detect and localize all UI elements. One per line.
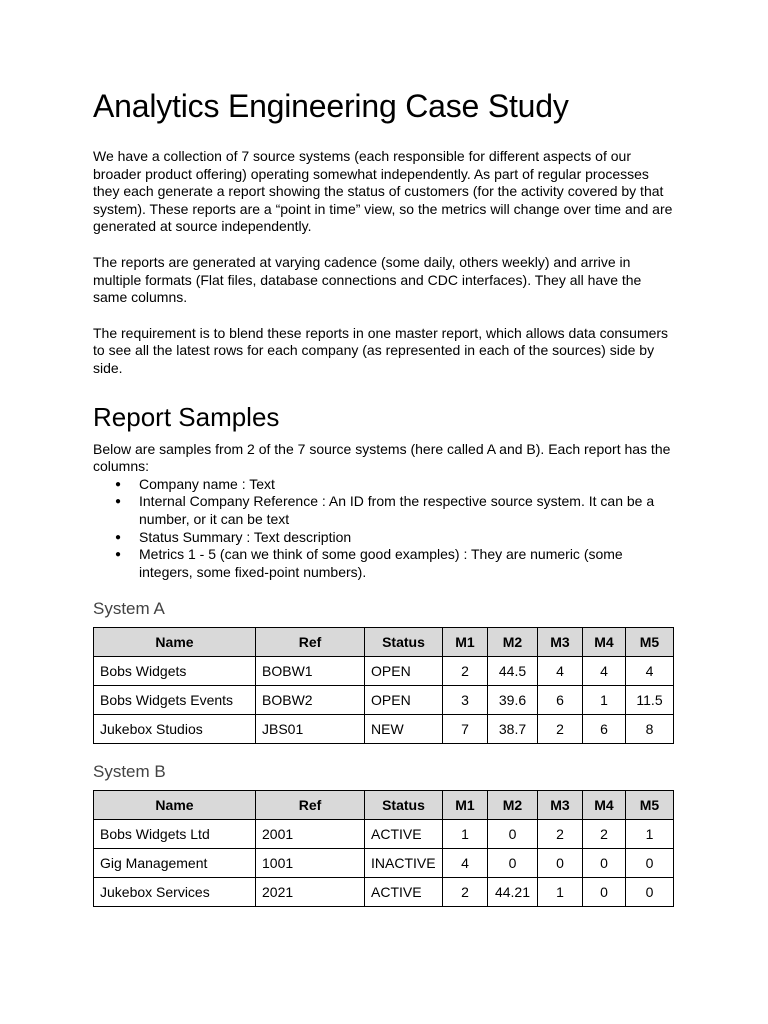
table-cell: 39.6: [488, 686, 538, 715]
system-b-table: [93, 790, 674, 907]
column-header: M4: [583, 628, 626, 657]
column-header: Name: [94, 791, 256, 820]
table-cell: 2021: [256, 878, 365, 907]
table-cell: 0: [583, 878, 626, 907]
table-cell: OPEN: [365, 657, 443, 686]
table-cell: NEW: [365, 715, 443, 744]
table-cell: 44.5: [488, 657, 538, 686]
samples-intro: Below are samples from 2 of the 7 source systems (here called A and B). Each report has the columns:: [93, 440, 671, 475]
table-cell: 8: [626, 715, 674, 744]
table-cell: 0: [488, 849, 538, 878]
table-row: [94, 657, 674, 686]
column-header: M2: [488, 628, 538, 657]
section-heading-report-samples: Report Samples: [93, 401, 280, 432]
table-cell: 4: [443, 849, 488, 878]
paragraph-cadence: The reports are generated at varying cadence (some daily, others weekly) and arrive in multiple formats (Flat files, database connections and CDC interfaces). They all have the same columns.: [93, 253, 642, 306]
document-title: Analytics Engineering Case Study: [93, 88, 569, 124]
system-a-table: [93, 627, 674, 744]
table-cell: 1001: [256, 849, 365, 878]
table-cell: 1: [443, 820, 488, 849]
paragraph-overview: We have a collection of 7 source systems (each responsible for different aspects of our broader product offering) operating somewhat independently. As part of regular processes they each generate a report showing the status of customers (for the activity covered by that system). These reports are a “point in time” view, so the metrics will change over time and are generated at source independently.: [93, 148, 673, 235]
table-row: [94, 715, 674, 744]
table-cell: ACTIVE: [365, 878, 443, 907]
column-header: M5: [626, 791, 674, 820]
table-cell: INACTIVE: [365, 849, 443, 878]
table-cell: 6: [538, 686, 583, 715]
table-cell: 7: [443, 715, 488, 744]
table-cell: 38.7: [488, 715, 538, 744]
table-cell: Bobs Widgets Ltd: [94, 820, 256, 849]
table-cell: 4: [538, 657, 583, 686]
bullet-text: Metrics 1 - 5 (can we think of some good examples) : They are numeric (some integers, some fixed-point numbers).: [139, 546, 623, 580]
bullet-icon: ●: [115, 496, 122, 508]
table-cell: 2: [538, 820, 583, 849]
bullet-icon: ●: [115, 478, 122, 490]
column-header: Ref: [256, 628, 365, 657]
table-header-row: [94, 791, 674, 820]
column-header: Status: [365, 628, 443, 657]
column-header: M5: [626, 628, 674, 657]
table-cell: 0: [488, 820, 538, 849]
paragraph-requirement: The requirement is to blend these reports in one master report, which allows data consumers to see all the latest rows for each company (as represented in each of the sources) side by side.: [93, 324, 669, 376]
document-page: [93, 88, 683, 907]
bullet-icon: ●: [115, 531, 122, 543]
table-cell: 2: [443, 657, 488, 686]
column-header: M2: [488, 791, 538, 820]
table-cell: 1: [626, 820, 674, 849]
table-cell: 4: [626, 657, 674, 686]
table-row: [94, 849, 674, 878]
table-cell: JBS01: [256, 715, 365, 744]
table-cell: 0: [538, 849, 583, 878]
table-cell: Bobs Widgets: [94, 657, 256, 686]
subheading-system-b: System B: [93, 762, 166, 782]
bullet-item: [115, 493, 683, 528]
bullet-text: Internal Company Reference : An ID from the respective source system. It can be a number, or it can be text: [139, 493, 655, 527]
table-row: [94, 686, 674, 715]
table-cell: 1: [538, 878, 583, 907]
column-header: M3: [538, 791, 583, 820]
column-header: M1: [443, 791, 488, 820]
table-cell: 6: [583, 715, 626, 744]
subheading-system-a: System A: [93, 599, 165, 619]
column-header: Ref: [256, 791, 365, 820]
table-cell: 0: [583, 849, 626, 878]
table-cell: 11.5: [626, 686, 674, 715]
column-header: M3: [538, 628, 583, 657]
table-cell: OPEN: [365, 686, 443, 715]
table-cell: 0: [626, 878, 674, 907]
table-cell: 2001: [256, 820, 365, 849]
column-header: M4: [583, 791, 626, 820]
table-cell: Jukebox Studios: [94, 715, 256, 744]
column-header: Name: [94, 628, 256, 657]
table-cell: 44.21: [488, 878, 538, 907]
bullet-text: Company name : Text: [139, 475, 275, 492]
table-row: [94, 878, 674, 907]
table-header-row: [94, 628, 674, 657]
table-cell: 2: [443, 878, 488, 907]
table-cell: 1: [583, 686, 626, 715]
bullet-item: [115, 529, 683, 547]
bullet-item: [115, 546, 683, 581]
table-cell: 2: [583, 820, 626, 849]
table-cell: ACTIVE: [365, 820, 443, 849]
bullet-text: Status Summary : Text description: [139, 528, 352, 545]
bullet-item: [115, 476, 683, 494]
columns-bullet-list: [93, 476, 683, 582]
column-header: Status: [365, 791, 443, 820]
table-cell: Jukebox Services: [94, 878, 256, 907]
table-cell: 2: [538, 715, 583, 744]
table-cell: BOBW1: [256, 657, 365, 686]
bullet-icon: ●: [115, 549, 122, 561]
table-cell: Gig Management: [94, 849, 256, 878]
table-row: [94, 820, 674, 849]
table-cell: 4: [583, 657, 626, 686]
column-header: M1: [443, 628, 488, 657]
table-cell: 0: [626, 849, 674, 878]
table-cell: BOBW2: [256, 686, 365, 715]
table-cell: 3: [443, 686, 488, 715]
table-cell: Bobs Widgets Events: [94, 686, 256, 715]
